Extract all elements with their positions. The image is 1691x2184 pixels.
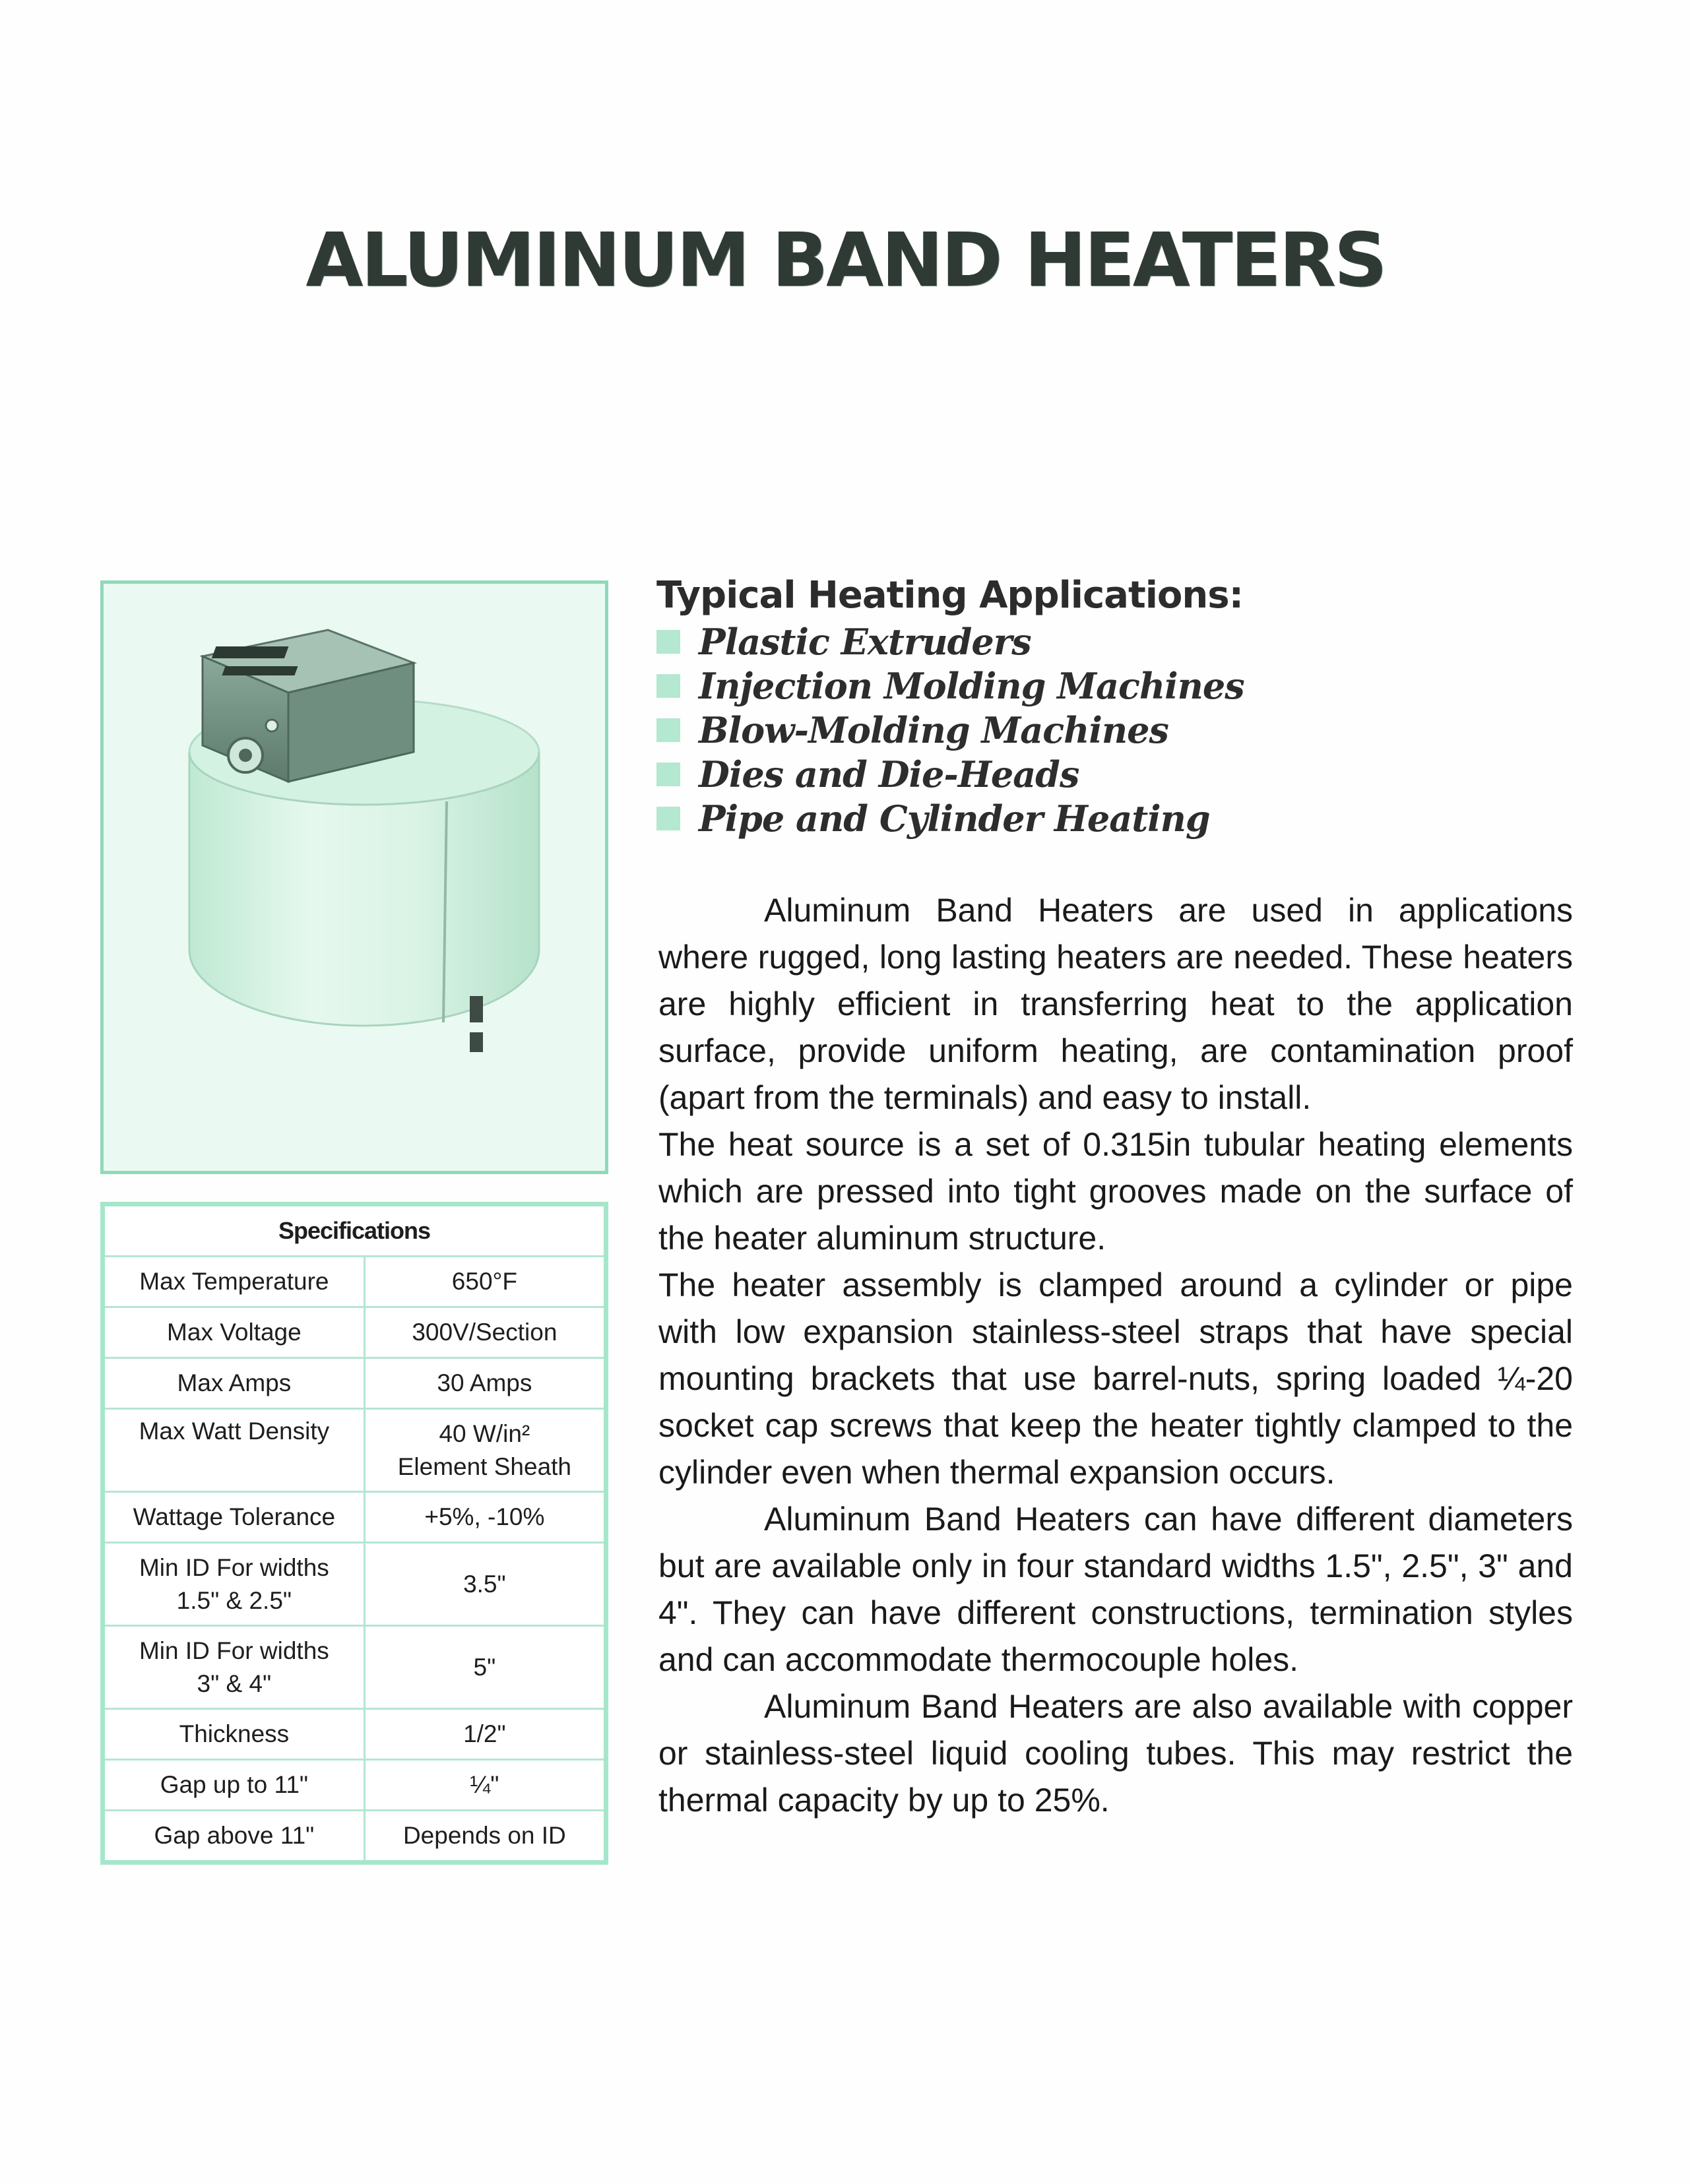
table-row [103, 1257, 606, 1307]
list-item [656, 752, 1580, 796]
square-bullet-icon [656, 718, 680, 742]
table-row [103, 1709, 606, 1760]
application-label: Injection Molding Machines [699, 664, 1244, 707]
spec-label: Max Watt Density [103, 1409, 365, 1492]
paragraph: The heater assembly is clamped around a cylinder or pipe with low expansion stainless-steel straps that have special mounting brackets that use barrel-nuts, spring loaded ¼-20 socket cap screws that keep the heater tightly clamped to the cylinder even when thermal expansion occurs. [658, 1266, 1573, 1491]
spec-label: Max Amps [103, 1358, 365, 1409]
list-item [656, 619, 1580, 664]
table-row [103, 1626, 606, 1709]
spec-label-line2: 3" & 4" [197, 1669, 272, 1697]
table-row [103, 1307, 606, 1358]
application-label: Blow-Molding Machines [699, 708, 1168, 751]
specifications-heading: Specifications [103, 1204, 606, 1257]
paragraph: The heat source is a set of 0.315in tubular heating elements which are pressed into tight grooves made on the surface of the heater aluminum structure. [658, 1126, 1573, 1257]
specifications-table [100, 1202, 608, 1865]
table-row [103, 1811, 606, 1863]
table-row [103, 1543, 606, 1626]
list-item [656, 796, 1580, 840]
spec-label: Thickness [103, 1709, 365, 1760]
spec-label-line1: Min ID For widths [139, 1637, 329, 1664]
applications-section [656, 574, 1580, 840]
page-title: ALUMINUM BAND HEATERS [305, 218, 1386, 303]
square-bullet-icon [656, 630, 680, 654]
table-row [103, 1760, 606, 1811]
spec-value-line2: Element Sheath [397, 1452, 572, 1480]
spec-label-line2: 1.5" & 2.5" [176, 1586, 292, 1614]
product-photo [100, 580, 608, 1174]
spec-label: Max Temperature [103, 1257, 365, 1307]
band-heater-illustration [104, 584, 605, 1171]
spec-label: Gap up to 11" [103, 1760, 365, 1811]
spec-value: 30 Amps [364, 1358, 606, 1409]
list-item [656, 664, 1580, 708]
spec-value: 1/2" [364, 1709, 606, 1760]
list-item [656, 708, 1580, 752]
spec-label: Max Voltage [103, 1307, 365, 1358]
square-bullet-icon [656, 763, 680, 786]
spec-value [364, 1409, 606, 1492]
applications-heading: Typical Heating Applications: [656, 574, 1243, 617]
application-label: Dies and Die-Heads [699, 753, 1079, 796]
application-label: Plastic Extruders [699, 620, 1031, 663]
table-row [103, 1492, 606, 1543]
spec-value: 5" [364, 1626, 606, 1709]
spec-label-line1: Min ID For widths [139, 1553, 329, 1581]
spec-label [103, 1626, 365, 1709]
application-label: Pipe and Cylinder Heating [699, 797, 1210, 840]
spec-value: 300V/Section [364, 1307, 606, 1358]
description-text [658, 887, 1573, 1824]
spec-value: 650°F [364, 1257, 606, 1307]
paragraph: Aluminum Band Heaters are used in applications where rugged, long lasting heaters are needed. These heaters are highly efficient in transferring heat to the application surface, provide uniform heating, are contamination proof (apart from the terminals) and easy to install. [658, 892, 1573, 1116]
spec-value: Depends on ID [364, 1811, 606, 1863]
square-bullet-icon [656, 807, 680, 830]
spec-value: +5%, -10% [364, 1492, 606, 1543]
table-row [103, 1358, 606, 1409]
spec-value: ¼" [364, 1760, 606, 1811]
spec-label: Wattage Tolerance [103, 1492, 365, 1543]
spec-value-line1: 40 W/in² [439, 1420, 530, 1447]
spec-label [103, 1543, 365, 1626]
spec-value: 3.5" [364, 1543, 606, 1626]
spec-label: Gap above 11" [103, 1811, 365, 1863]
paragraph: Aluminum Band Heaters can have different diameters but are available only in four standard widths 1.5", 2.5", 3" and 4". They can have different constructions, termination styles and can accommodate thermocouple holes. [658, 1501, 1573, 1678]
square-bullet-icon [656, 674, 680, 698]
paragraph: Aluminum Band Heaters are also available with copper or stainless-steel liquid cooling tubes. This may restrict the thermal capacity by up to 25%. [658, 1688, 1573, 1819]
table-row [103, 1409, 606, 1492]
